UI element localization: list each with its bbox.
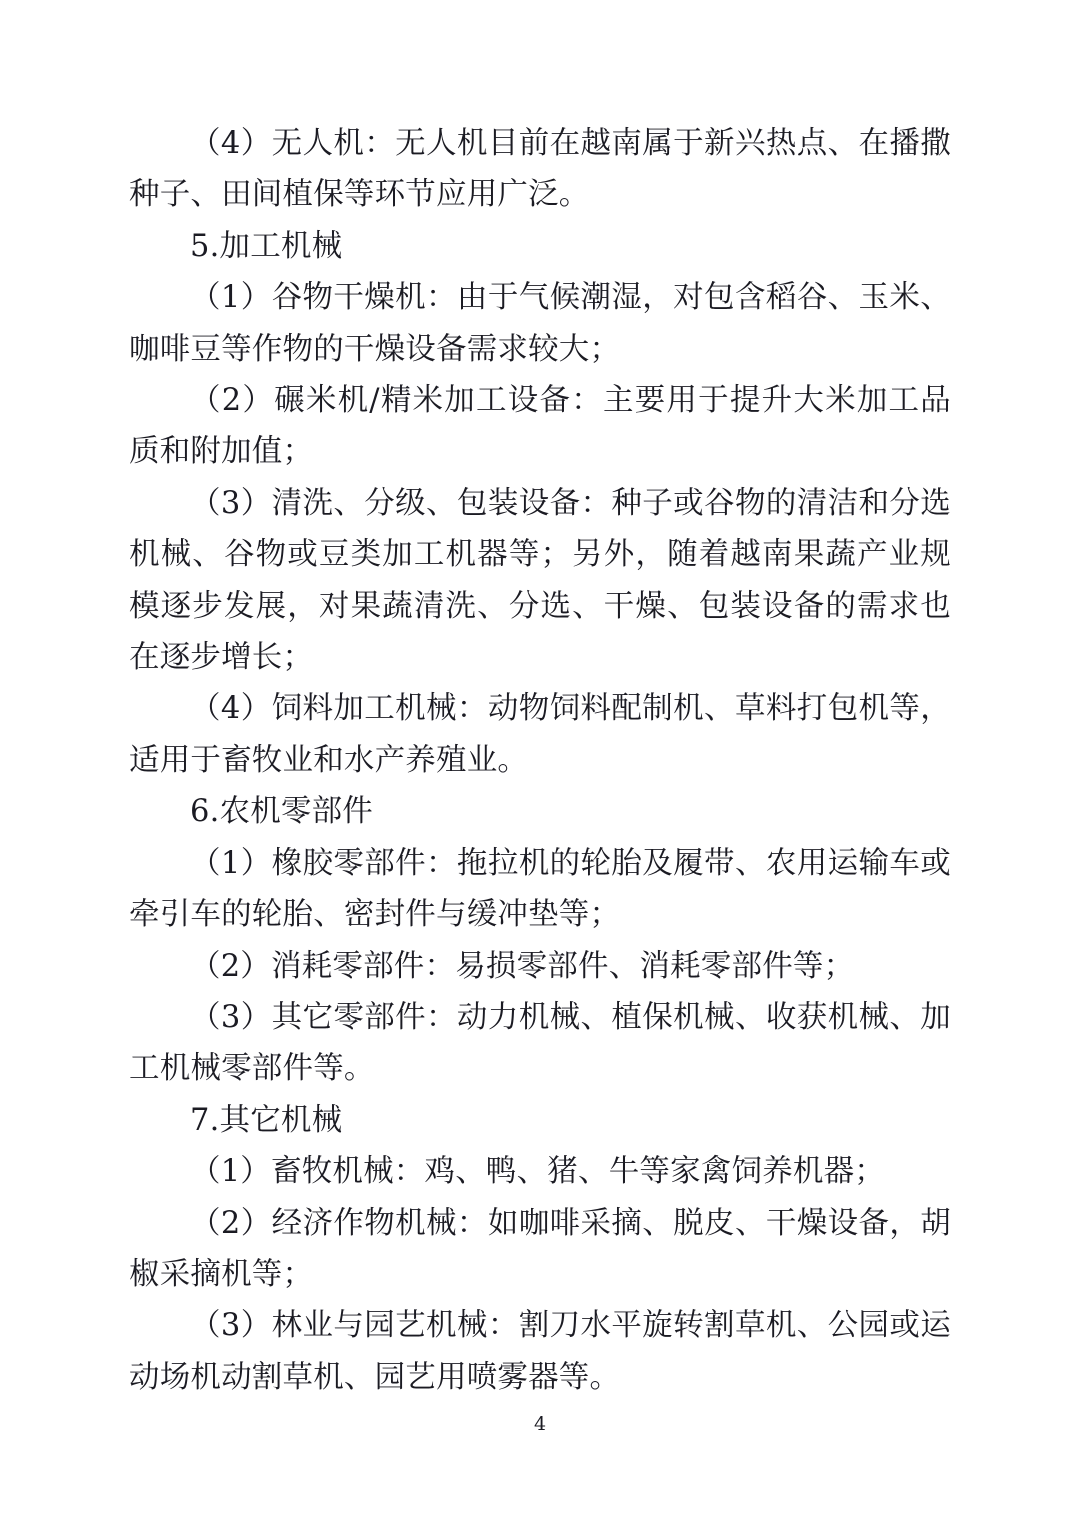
paragraph-cash-crop-machinery: （2）经济作物机械：如咖啡采摘、脱皮、干燥设备，胡椒采摘机等；: [129, 1205, 951, 1292]
paragraph-grain-dryer: （1）谷物干燥机：由于气候潮湿，对包含稻谷、玉米、咖啡豆等作物的干燥设备需求较大；: [129, 280, 951, 367]
paragraph-wash-grade-pack: （3）清洗、分级、包装设备：种子或谷物的清洁和分选机械、谷物或豆类加工机器等；另外，随着越南果蔬产业规模逐步发展，对果蔬清洗、分选、干燥、包装设备的需求也在逐步增长；: [129, 485, 951, 676]
paragraph-rice-mill: （2）碾米机/精米加工设备：主要用于提升大米加工品质和附加值；: [129, 383, 951, 470]
page-number: 4: [533, 1413, 547, 1435]
paragraph-other-parts: （3）其它零部件：动力机械、植保机械、收获机械、加工机械零部件等。: [129, 999, 951, 1087]
paragraph-livestock-machinery: （1）畜牧机械：鸡、鸭、猪、牛等家禽饲养机器；: [190, 1154, 886, 1190]
paragraph-rubber-parts: （1）橡胶零部件：拖拉机的轮胎及履带、农用运输车或牵引车的轮胎、密封件与缓冲垫等；: [129, 845, 951, 933]
document-body: [129, 118, 951, 1403]
heading-section-5: 5.加工机械: [190, 228, 343, 264]
heading-section-7: 7.其它机械: [190, 1102, 343, 1138]
heading-section-6: 6.农机零部件: [190, 794, 373, 830]
paragraph-consumable-parts: （2）消耗零部件：易损零部件、消耗零部件等；: [190, 948, 855, 984]
paragraph-feed-processing: （4）饲料加工机械：动物饲料配制机、草料打包机等，适用于畜牧业和水产养殖业。: [129, 691, 951, 778]
paragraph-drone: （4）无人机：无人机目前在越南属于新兴热点、在播撒种子、田间植保等环节应用广泛。: [129, 126, 951, 213]
paragraph-forestry-garden-machinery: （3）林业与园艺机械：割刀水平旋转割草机、公园或运动场机动割草机、园艺用喷雾器等。: [129, 1308, 951, 1395]
